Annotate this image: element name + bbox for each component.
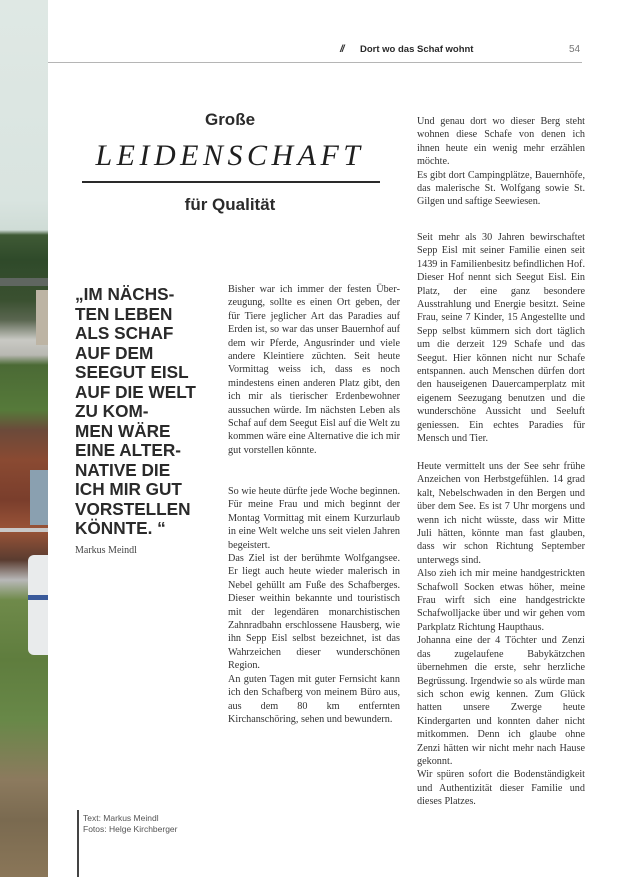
page-number: 54 <box>569 44 581 55</box>
paragraph: Bisher war ich immer der festen Überzeugung, sollte es einen Ort geben, der für Tiere jeglicher Art das Paradies auf Erden ist, so war das unser Bauernhof auf dem wir Pferde, Angusrinder und viele andere Kleintiere züchten. Seit heute Vormittag weiss ich, dass es noch mindestens einen anderen Platz gibt, den ich mir als tierischer Erdenbewohner aussuchen würde. Im nächsten Leben als Schaf auf dem Seegut Eisl auf die Welt zu kommen wäre eine Alternative die ich mir gut vorstellen könnte. <box>228 284 400 456</box>
photo-caravan <box>28 555 48 655</box>
credit-bar <box>77 810 79 877</box>
header-rule <box>48 62 582 63</box>
paragraph: Johanna eine der 4 Töchter und Zenzi das zugelaufene Babykätzchen übernehmen die erste, sehr herzliche Begrüssung. Irgendwie so als würde man sich schon ewig kennen. Zum Glück hatten unsere Zwerge heute Kindergarten und konnten daher nicht mitkommen. Denn ich glaube ohne Zenzi hätten wir nicht mehr nach Hause gekonnt. <box>417 635 585 767</box>
photo-balcony <box>0 528 48 532</box>
body-column-middle-2 <box>228 485 400 726</box>
body-column-right-2 <box>417 231 585 446</box>
body-column-middle <box>228 283 400 457</box>
quote-author: Markus Meindl <box>75 545 137 556</box>
photo-roof <box>0 278 48 286</box>
paragraph: Das Ziel ist der berühmte Wolfgangsee. Er liegt auch heute wieder malerisch in Nebel gehüllt am Fuße des Schafberges. Dieser weithin bekannte und touristisch mit der legendären monarchistischen Zahnradbahn erschlossene Hausberg, wie ihn Sepp Eisl selbst bezeichnet, ist das Wahrzeichen dieser wunderschönen Region. <box>228 553 400 672</box>
pull-quote: „IM NÄCHS- TEN LEBEN ALS SCHAF AUF DEM SEEGUT EISL AUF DIE WELT ZU KOM- MEN WÄRE EINE ALTER- NATIVE DIE ICH MIR GUT VORSTELLEN KÖNNTE. “ <box>75 284 196 538</box>
paragraph: Und genau dort wo dieser Berg steht wohnen diese Schafe von denen ich ihnen heute ein wenig mehr erzählen möchte. <box>417 116 585 168</box>
paragraph: So wie heute dürfte jede Woche beginnen. Für meine Frau und mich beginnt der Montag Vormittag mit einem Kurzurlaub in eine Welt welche uns seit vielen Jahren begeistert. <box>228 486 400 551</box>
title-sub: für Qualität <box>184 195 276 214</box>
body-column-right <box>417 115 585 209</box>
paragraph: Seit mehr als 30 Jahren bewirschaftet Sepp Eisl mit seiner Familie einen seit 1439 in Familienbesitz befindlichen Hof. Dieser Hof nennt sich Seegut Eisl. Ein Platz, der eine ganz besondere Ausstrahlung und Energie besitzt. Seine Frau, seine 7 Kinder, 15 Angestellte und Sepp selbst kümmern sich dort täglich um die derzeit 129 Schafe und das Seegut. Hier können nicht nur Schafe entspannen. auch Menschen dürfen dort den hauseigenen Dauercamperplatz mit eigenem Seezugang benutzen und die wunderschöne Aussicht und Seeluft geniessen. Ein echtes Paradies für Mensch und Tier. <box>417 232 585 445</box>
paragraph: Es gibt dort Campingplätze, Bauernhöfe, das malerische St. Wolfgang sowie St. Gilgen und saftige Seewiesen. <box>417 169 585 208</box>
photo-stone-wall <box>36 290 48 345</box>
paragraph: Wir spüren sofort die Bodenständigkeit und Authentizität dieser Familie und dieses Platzes. <box>417 769 585 808</box>
credit-text: Text: Markus Meindl <box>83 813 159 823</box>
title-pre: Große <box>204 110 256 129</box>
credit-photos: Fotos: Helge Kirchberger <box>83 824 178 834</box>
paragraph: Heute vermittelt uns der See sehr frühe Anzeichen von Herbstgefühlen. 14 grad kalt, Nebelschwaden in den Bergen und über dem See. Es ist 7 Uhr morgens und wenn ich nicht wüsste, dass wir Mitte Juli hätten, könnte man fast glauben, dass wir schon Richtung September unterwegs sind. <box>417 461 585 566</box>
page-title: LEIDENSCHAFT <box>95 139 365 172</box>
section-title: Dort wo das Schaf wohnt <box>360 44 474 55</box>
title-rule <box>82 181 380 183</box>
credits <box>83 813 178 835</box>
paragraph: An guten Tagen mit guter Fernsicht kann ich den Schafberg von meinem Büro aus, aus dem 80 km entfernten Kirchanschöring, sehen und bewundern. <box>228 673 400 725</box>
header-separator: // <box>340 44 344 55</box>
paragraph: Also zieh ich mir meine handgestrickten Schafwoll Socken etwas höher, meine Frau wirft sich eine handgestrickte Schafwolljacke über und wir gehen vom Parkplatz Richtung Haupthaus. <box>417 568 585 633</box>
farm-photo-strip <box>0 0 48 877</box>
photo-house-window <box>30 470 48 525</box>
body-column-right-3 <box>417 460 585 809</box>
